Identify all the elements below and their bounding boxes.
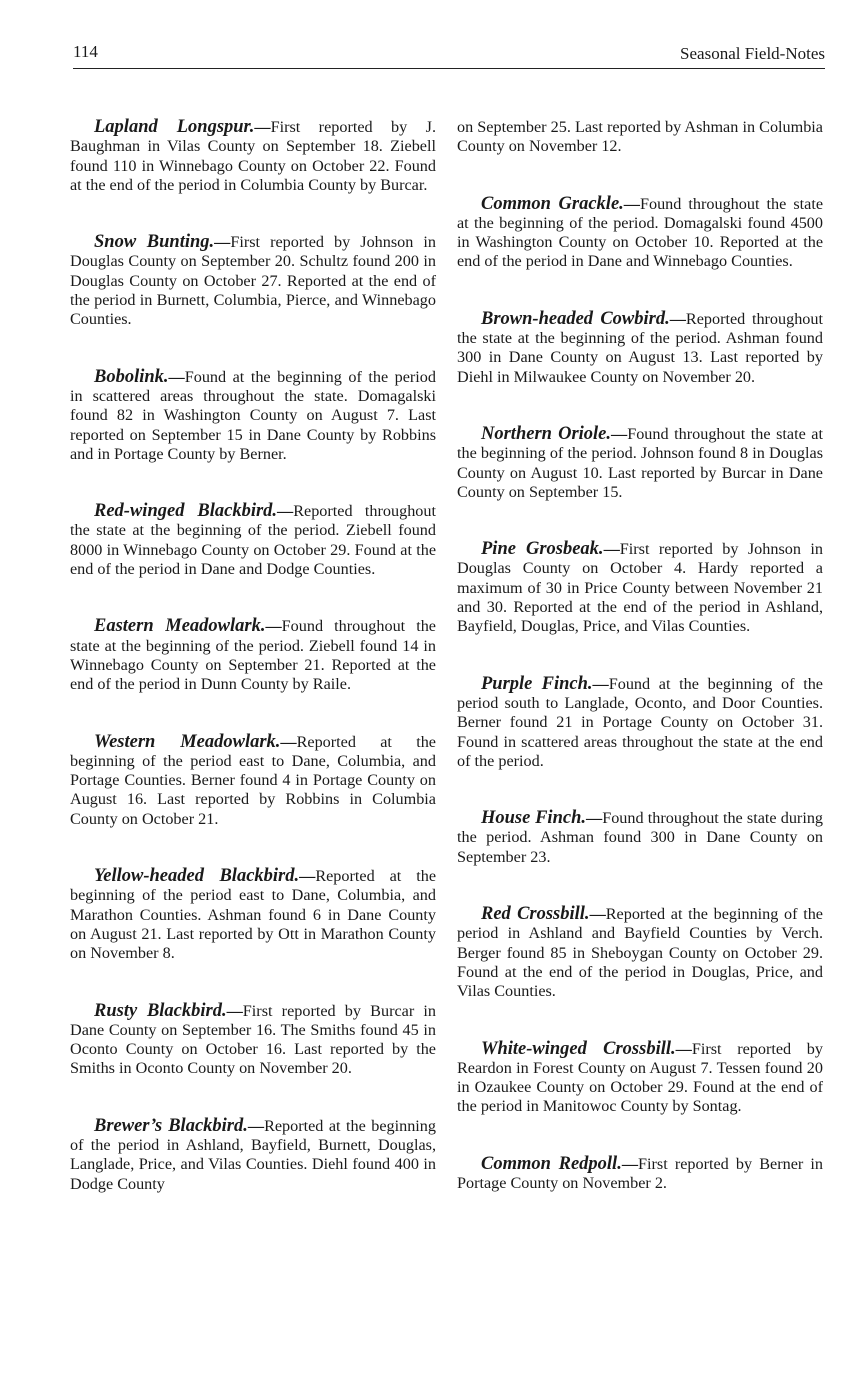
entry-text: Found at the beginning of the period south to Langlade, Oconto, and Door Counties. Berner found 21 in Portage County on October 31. Found in scattered areas throughout the state at the end of the period. (457, 674, 823, 770)
species-name: Pine Grosbeak. (481, 539, 604, 560)
species-name: Red-winged Blackbird. (94, 501, 278, 522)
species-entry-common-redpoll: Common Redpoll.—First reported by Berner in Portage County on November 2. (457, 1153, 823, 1192)
left-column (70, 118, 436, 1194)
species-entry-brewers-blackbird: Brewer’s Blackbird.—Reported at the beginning of the period in Ashland, Bayfield, Burnett, Douglas, Langlade, Price, and Vilas Counties. Diehl found 400 in Dodge County (70, 1115, 436, 1193)
page-number: 114 (73, 42, 98, 61)
species-entry-northern-oriole: Northern Oriole.—Found throughout the state at the beginning of the period. Johnson found 8 in Douglas County on August 10. Last reported by Burcar in Dane County on September 15. (457, 423, 823, 501)
species-name: Lapland Longspur. (94, 117, 255, 137)
right-column (457, 118, 823, 1193)
species-entry-common-grackle: Common Grackle.—Found throughout the state at the beginning of the period. Domagalski found 4500 in Washington County on October 10. Reported at the end of the period in Dane and Winnebago Counties. (457, 193, 824, 271)
entry-text: Found throughout the state at the beginning of the period. Johnson found 8 in Douglas County on August 10. Last reported by Burcar in Dane County on September 15. (457, 424, 823, 501)
species-name: Rusty Blackbird. (94, 1000, 227, 1021)
entry-text: Reported at the beginning of the period in Ashland, Bayfield, Burnett, Douglas, Langlade, Price, and Vilas Counties. Diehl found 400 in Dodge County (70, 1116, 436, 1193)
species-name: Common Grackle. (481, 193, 624, 214)
species-entry-lapland-longspur: Lapland Longspur.—First reported by J. Baughman in Vilas County on September 18. Ziebell found 110 in Winnebago County on October 22. Found at the end of the period in Columbia County by Burcar. (70, 117, 436, 194)
species-entry-rusty-blackbird: Rusty Blackbird.—First reported by Burcar in Dane County on September 16. The Smiths found 45 in Oconto County on October 16. Last reported by the Smiths in Oconto County on November 20. (70, 1000, 436, 1078)
species-entry-red-winged-blackbird: Red-winged Blackbird.—Reported throughout the state at the beginning of the period. Ziebell found 8000 in Winnebago County on October 29. Found at the end of the period in Dane and Dodge Counties. (70, 501, 436, 579)
species-name: Brewer’s Blackbird. (94, 1115, 248, 1136)
entry-text: First reported by Johnson in Douglas County on September 20. Schultz found 200 in Douglas County on October 27. Reported at the end of the period in Burnett, Columbia, Pierce, and Winnebago Counties. (70, 233, 436, 329)
entry-text: First reported by Johnson in Douglas County on October 4. Hardy reported a maximum of 30 in Price County between November 21 and 30. Reported at the end of the period in Ashland, Bayfield, Douglas, Price, and Vilas Counties. (457, 540, 823, 636)
species-name: Purple Finch. (481, 673, 593, 694)
species-name: Bobolink. (94, 366, 169, 387)
species-name: House Finch. (481, 808, 586, 829)
entry-text: Reported at the beginning of the period east to Dane, Columbia, and Portage Counties. Berner found 4 in Portage County on August 16. Last reported by Robbins in Columbia County on October 21. (70, 732, 436, 828)
species-name: Yellow-headed Blackbird. (94, 866, 300, 887)
species-entry-house-finch: House Finch.—Found throughout the state during the period. Ashman found 300 in Dane County on September 23. (457, 808, 824, 866)
entry-text: First reported by Reardon in Forest County on August 7. Tessen found 20 in Ozaukee County on October 29. Found at the end of the period in Manitowoc County by Sontag. (457, 1039, 823, 1116)
species-name: Northern Oriole. (481, 423, 612, 444)
running-head: Seasonal Field-Notes (680, 44, 825, 63)
species-entry-bobolink: Bobolink.—Found at the beginning of the period in scattered areas throughout the state. Domagalski found 82 in Washington County on August 7. Last reported on September 15 in Dane County by Robbins and in Portage County by Berner. (70, 366, 436, 463)
continued-text: on September 25. Last reported by Ashman in Columbia County on November 12. (457, 118, 823, 156)
entry-text: Found at the beginning of the period in scattered areas throughout the state. Domagalski found 82 in Washington County on August 7. Last reported on September 15 in Dane County by Robbins and in Portage County by Berner. (70, 367, 436, 463)
entry-text: Found throughout the state during the period. Ashman found 300 in Dane County on September 23. (457, 809, 824, 866)
species-entry-red-crossbill: Red Crossbill.—Reported at the beginning of the period in Ashland and Bayfield Counties by Verch. Berger found 85 in Sheboygan County on October 29. Found at the end of the period in Douglas, Price, and Vilas Counties. (457, 904, 823, 1001)
entry-text: Found throughout the state at the beginning of the period. Domagalski found 4500 in Washington County on October 10. Reported at the end of the period in Dane and Winnebago Counties. (457, 194, 824, 271)
entry-text: Reported at the beginning of the period east to Dane, Columbia, and Marathon Counties. Ashman found 6 in Dane County on August 21. Last reported by Ott in Marathon County on November 8. (70, 867, 437, 963)
species-entry-purple-finch: Purple Finch.—Found at the beginning of the period south to Langlade, Oconto, and Door Counties. Berner found 21 in Portage County on October 31. Found in scattered areas throughout the state at the end of the period. (457, 673, 823, 770)
entry-text: Found throughout the state at the beginning of the period. Ziebell found 14 in Winnebago County on September 21. Reported at the end of the period in Dunn County by Raile. (70, 617, 436, 694)
entry-text: Reported at the beginning of the period in Ashland and Bayfield Counties by Verch. Berger found 85 in Sheboygan County on October 29. Found at the end of the period in Douglas, Price, and Vilas Counties. (457, 905, 823, 1001)
species-entry-brown-headed-cowbird: Brown-headed Cowbird.—Reported throughout the state at the beginning of the period. Ashman found 300 in Dane County on August 13. Last reported by Diehl in Milwaukee County on November 20. (457, 308, 823, 386)
entry-text: Reported throughout the state at the beginning of the period. Ashman found 300 in Dane County on August 13. Last reported by Diehl in Milwaukee County on November 20. (457, 309, 823, 386)
species-entry-western-meadowlark: Western Meadowlark.—Reported at the beginning of the period east to Dane, Columbia, and Portage Counties. Berner found 4 in Portage County on August 16. Last reported by Robbins in Columbia County on October 21. (70, 731, 436, 828)
species-name: Common Redpoll. (481, 1153, 622, 1174)
species-entry-white-winged-crossbill: White-winged Crossbill.—First reported by Reardon in Forest County on August 7. Tessen found 20 in Ozaukee County on October 29. Found at the end of the period in Manitowoc County by Sontag. (457, 1038, 823, 1116)
entry-text: First reported by Berner in Portage County on November 2. (457, 1154, 823, 1192)
species-name: Brown-headed Cowbird. (481, 308, 670, 329)
page-header (73, 40, 825, 69)
entry-text: First reported by J. Baughman in Vilas County on September 18. Ziebell found 110 in Winnebago County on October 22. Found at the end of the period in Columbia County by Burcar. (70, 118, 436, 194)
species-name: Red Crossbill. (481, 904, 590, 925)
species-entry-yellow-headed-blackbird: Yellow-headed Blackbird.—Reported at the beginning of the period east to Dane, Columbia, and Marathon Counties. Ashman found 6 in Dane County on August 21. Last reported by Ott in Marathon County on November 8. (70, 866, 437, 963)
species-entry-snow-bunting: Snow Bunting.—First reported by Johnson in Douglas County on September 20. Schultz found 200 in Douglas County on October 27. Reported at the end of the period in Burnett, Columbia, Pierce, and Winnebago Counties. (70, 232, 436, 329)
species-name: White-winged Crossbill. (481, 1038, 676, 1059)
species-name: Western Meadowlark. (94, 731, 281, 752)
species-entry-eastern-meadowlark: Eastern Meadowlark.—Found throughout the state at the beginning of the period. Ziebell found 14 in Winnebago County on September 21. Reported at the end of the period in Dunn County by Raile. (70, 616, 436, 694)
entry-text: Reported throughout the state at the beginning of the period. Ziebell found 8000 in Winnebago County on October 29. Found at the end of the period in Dane and Dodge Counties. (70, 502, 436, 579)
species-entry-pine-grosbeak: Pine Grosbeak.—First reported by Johnson in Douglas County on October 4. Hardy reported a maximum of 30 in Price County between November 21 and 30. Reported at the end of the period in Ashland, Bayfield, Douglas, Price, and Vilas Counties. (457, 539, 823, 636)
entry-text: First reported by Burcar in Dane County on September 16. The Smiths found 45 in Oconto County on October 16. Last reported by the Smiths in Oconto County on November 20. (70, 1001, 436, 1078)
species-name: Snow Bunting. (94, 232, 215, 253)
species-name: Eastern Meadowlark. (94, 616, 266, 637)
